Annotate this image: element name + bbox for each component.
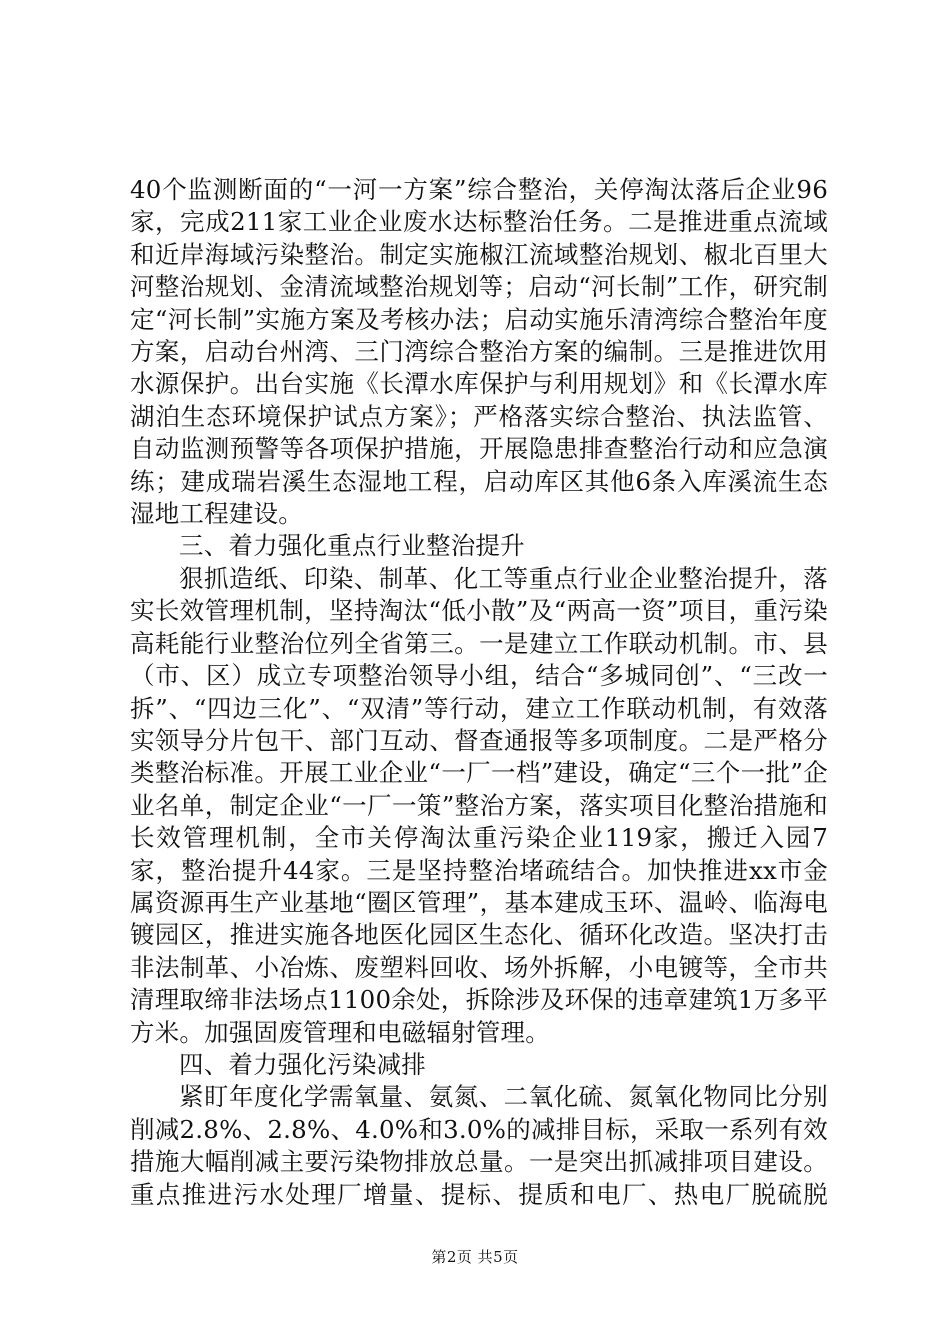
paragraph-water-remediation: 40个监测断面的“一河一方案”综合整治，关停淘汰落后企业96家，完成211家工业企业废水达标整治任务。二是推进重点流域和近岸海域污染整治。制定实施椒江流域整治规划、椒北百里大河整治规划、金清流域整治规划等；启动“河长制”工作，研究制定“河长制”实施方案及考核办法；启动实施乐清湾综合整治年度方案，启动台州湾、三门湾综合整治方案的编制。三是推进饮用水源保护。出台实施《长潭水库保护与利用规划》和《长潭水库湖泊生态环境保护试点方案》；严格落实综合整治、执法监管、自动监测预警等各项保护措施，开展隐患排查整治行动和应急演练；建成瑞岩溪生态湿地工程，启动库区其他6条入库溪流生态湿地工程建设。	[130, 175, 828, 529]
document-body	[130, 174, 828, 1211]
section-heading-emission: 四、着力强化污染减排	[179, 1049, 426, 1079]
page-number-footer: 第2页 共5页	[431, 1248, 519, 1266]
paragraph-emission-reduction: 紧盯年度化学需氧量、氨氮、二氧化硫、氮氧化物同比分别削减2.8%、2.8%、4.0%和3.0%的减排目标，采取一系列有效措施大幅削减主要污染物排放总量。一是突出抓减排项目建设。重点推进污水处理厂增量、提标、提质和电厂、热电厂脱硫脱	[130, 1082, 828, 1209]
section-heading-industry: 三、着力强化重点行业整治提升	[179, 531, 525, 561]
paragraph-industry-remediation: 狠抓造纸、印染、制革、化工等重点行业企业整治提升，落实长效管理机制，坚持淘汰“低小散”及“两高一资”项目，重污染高耗能行业整治位列全省第三。一是建立工作联动机制。市、县（市、区）成立专项整治领导小组，结合“多城同创”、“三改一拆”、“四边三化”、“双清”等行动，建立工作联动机制，有效落实领导分片包干、部门互动、督查通报等多项制度。二是严格分类整治标准。开展工业企业“一厂一档”建设，确定“三个一批”企业名单，制定企业“一厂一策”整治方案，落实项目化整治措施和长效管理机制，全市关停淘汰重污染企业119家，搬迁入园7家，整治提升44家。三是坚持整治堵疏结合。加快推进xx市金属资源再生产业基地“圈区管理”，基本建成玉环、温岭、临海电镀园区，推进实施各地医化园区生态化、循环化改造。坚决打击非法制革、小冶炼、废塑料回收、场外拆解，小电镀等，全市共清理取缔非法场点1100余处，拆除涉及环保的违章建筑1万多平方米。加强固废管理和电磁辐射管理。	[130, 563, 828, 1047]
